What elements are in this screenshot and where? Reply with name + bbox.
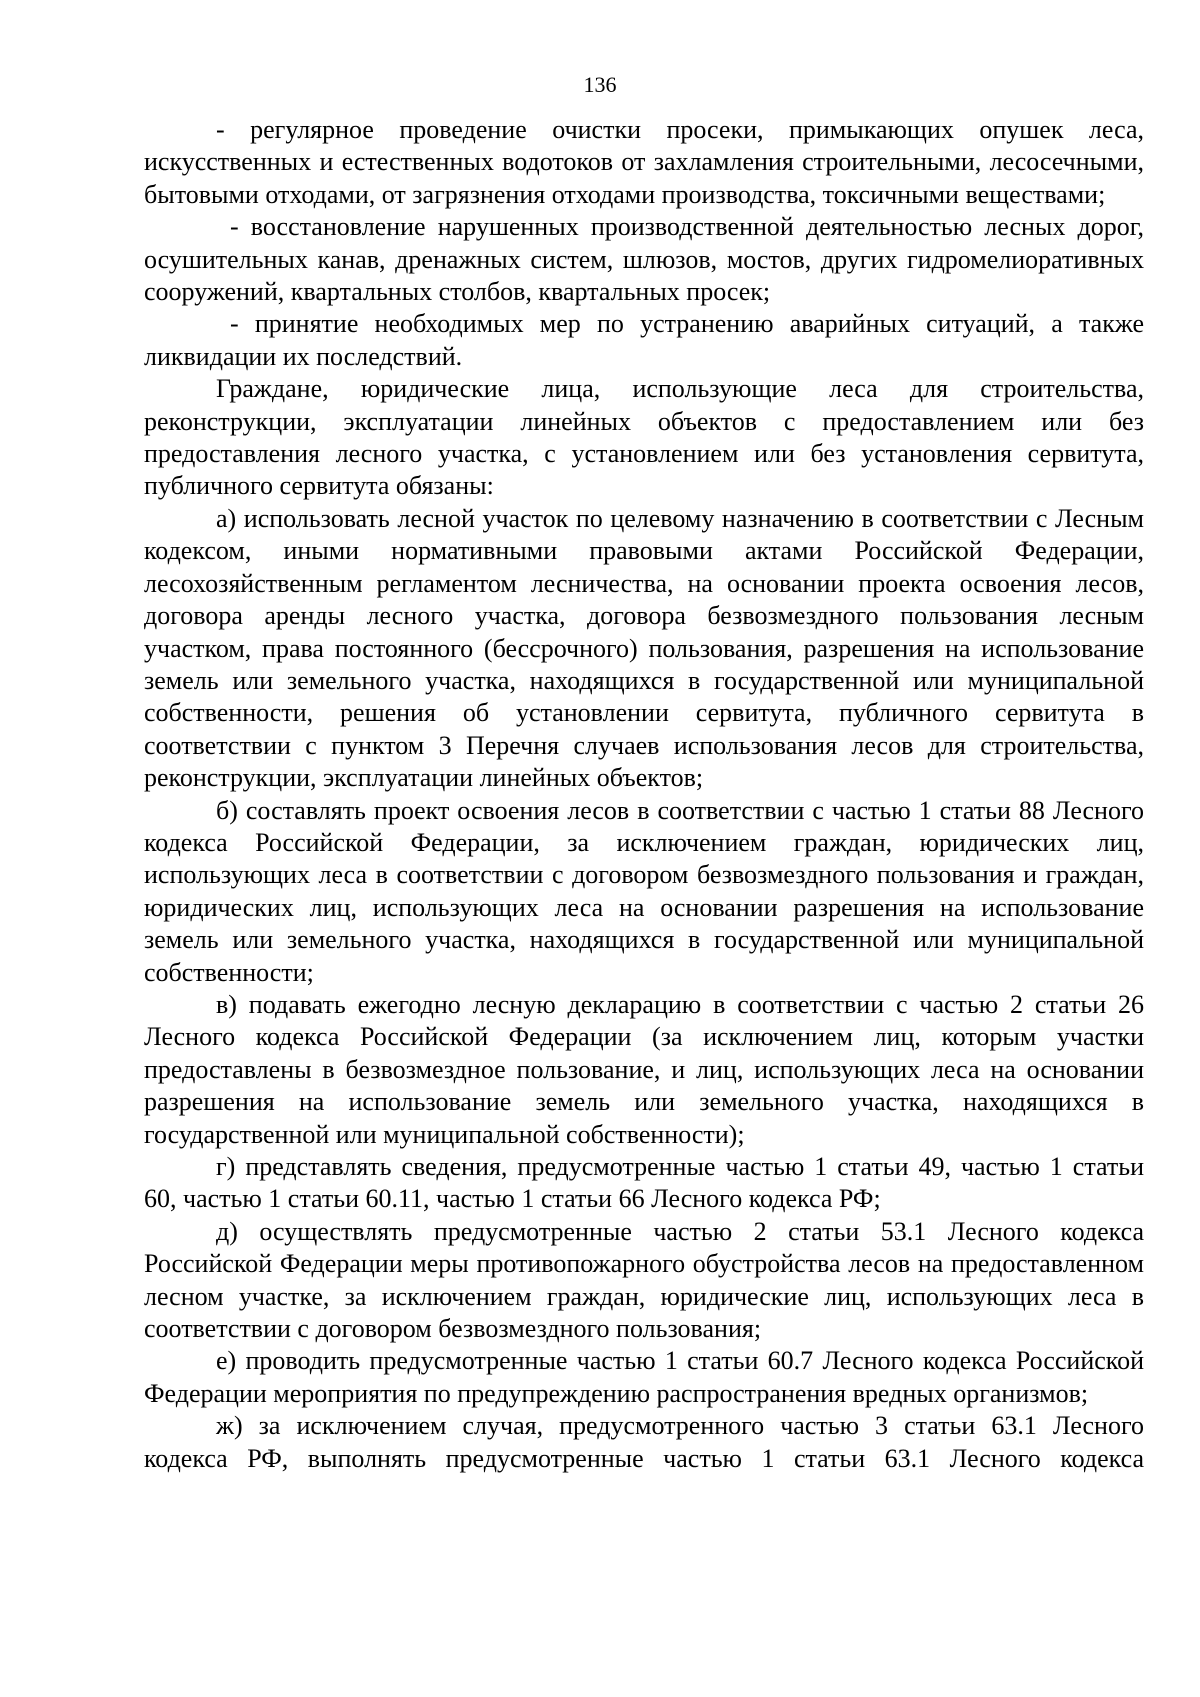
paragraph-emergency-measures: - принятие необходимых мер по устранению аварийных ситуаций, а также ликвидации их последствий. [144,309,1144,371]
paragraph-restoration-roads: - восстановление нарушенных производственной деятельностью лесных дорог, осушительных канав, дренажных систем, шлюзов, мостов, других гидромелиоративных сооружений, квартальных столбов, квартальных просек; [144,212,1144,307]
paragraph-item-b: б) составлять проект освоения лесов в соответствии с частью 1 статьи 88 Лесного кодекса Российской Федерации, за исключением граждан, юридических лиц, использующих леса в соответствии с договором безвозмездного пользования и граждан, юридических лиц, использующих леса на основании разрешения на использование земель или земельного участка, находящихся в государственной или муниципальной собственности; [144,795,1144,987]
document-body [144,114,1144,1475]
paragraph-cleaning-clearings: - регулярное проведение очистки просеки, примыкающих опушек леса, искусственных и естественных водотоков от захламления строительными, лесосечными, бытовыми отходами, от загрязнения отходами производства, токсичными веществами; [144,115,1144,209]
paragraph-obligations-intro: Граждане, юридические лица, использующие леса для строительства, реконструкции, эксплуатации линейных объектов с предоставлением или без предоставления лесного участка, с установлением или без установления сервитута, публичного сервитута обязаны: [144,374,1144,501]
paragraph-item-zh: ж) за исключением случая, предусмотренного частью 3 статьи 63.1 Лесного кодекса РФ, выполнять предусмотренные частью 1 статьи 63.1 Лесного кодекса [144,1411,1144,1473]
paragraph-item-a: а) использовать лесной участок по целевому назначению в соответствии с Лесным кодексом, иными нормативными правовыми актами Российской Федерации, лесохозяйственным регламентом лесничества, на основании проекта освоения лесов, договора аренды лесного участка, договора безвозмездного пользования лесным участком, права постоянного (бессрочного) пользования, разрешения на использование земель или земельного участка, находящихся в государственной или муниципальной собственности, решения об установлении сервитута, публичного сервитута в соответствии с пунктом 3 Перечня случаев использования лесов для строительства, реконструкции, эксплуатации линейных объектов; [144,503,1144,793]
paragraph-item-v: в) подавать ежегодно лесную декларацию в соответствии с частью 2 статьи 26 Лесного кодекса Российской Федерации (за исключением лиц, которым участки предоставлены в безвозмездное пользование, и лиц, использующих леса на основании разрешения на использование земель или земельного участка, находящихся в государственной или муниципальной собственности); [144,989,1144,1149]
paragraph-item-e: е) проводить предусмотренные частью 1 статьи 60.7 Лесного кодекса Российской Федерации мероприятия по предупреждению распространения вредных организмов; [144,1346,1144,1408]
paragraph-item-g: г) представлять сведения, предусмотренные частью 1 статьи 49, частью 1 статьи 60, частью 1 статьи 60.11, частью 1 статьи 66 Лесного кодекса РФ; [144,1152,1144,1214]
page-number: 136 [583,72,617,97]
paragraph-item-d: д) осуществлять предусмотренные частью 2 статьи 53.1 Лесного кодекса Российской Федерации меры противопожарного обустройства лесов на предоставленном лесном участке, за исключением граждан, юридические лиц, использующих леса в соответствии с договором безвозмездного пользования; [144,1216,1144,1344]
